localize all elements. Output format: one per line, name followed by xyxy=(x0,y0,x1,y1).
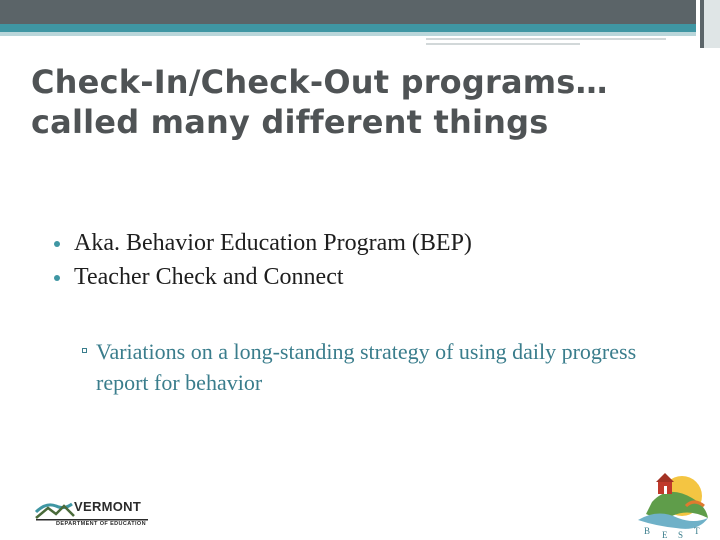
bullet-item xyxy=(54,260,472,294)
best-letter-e: E xyxy=(662,530,668,540)
sub-bullet-list xyxy=(82,336,656,398)
sub-bullet-item xyxy=(82,336,656,398)
bullet-text: Aka. Behavior Education Program (BEP) xyxy=(74,230,472,256)
bullet-dot-icon xyxy=(54,275,60,281)
vermont-wordmark: VERMONT xyxy=(74,499,142,514)
department-of-education-label: DEPARTMENT OF EDUCATION xyxy=(56,521,146,527)
vermont-department-of-education-logo xyxy=(34,496,154,532)
top-decorative-band xyxy=(0,0,720,48)
sub-bullet-square-icon xyxy=(82,348,87,353)
best-logo xyxy=(628,462,712,540)
bullet-text: Teacher Check and Connect xyxy=(74,264,344,290)
slide-title-line-2: called many different things xyxy=(31,103,549,141)
slide-title xyxy=(31,62,691,142)
best-letter-t: T xyxy=(694,526,700,536)
best-letter-s: S xyxy=(678,530,684,540)
bullet-dot-icon xyxy=(54,241,60,247)
bullet-list xyxy=(54,226,472,294)
sub-bullet-text: Variations on a long-standing strategy of using daily progress report for behavior xyxy=(96,339,637,395)
bullet-item xyxy=(54,226,472,260)
slide-title-line-1: Check-In/Check-Out programs… xyxy=(31,63,608,101)
best-letter-b: B xyxy=(644,526,651,536)
